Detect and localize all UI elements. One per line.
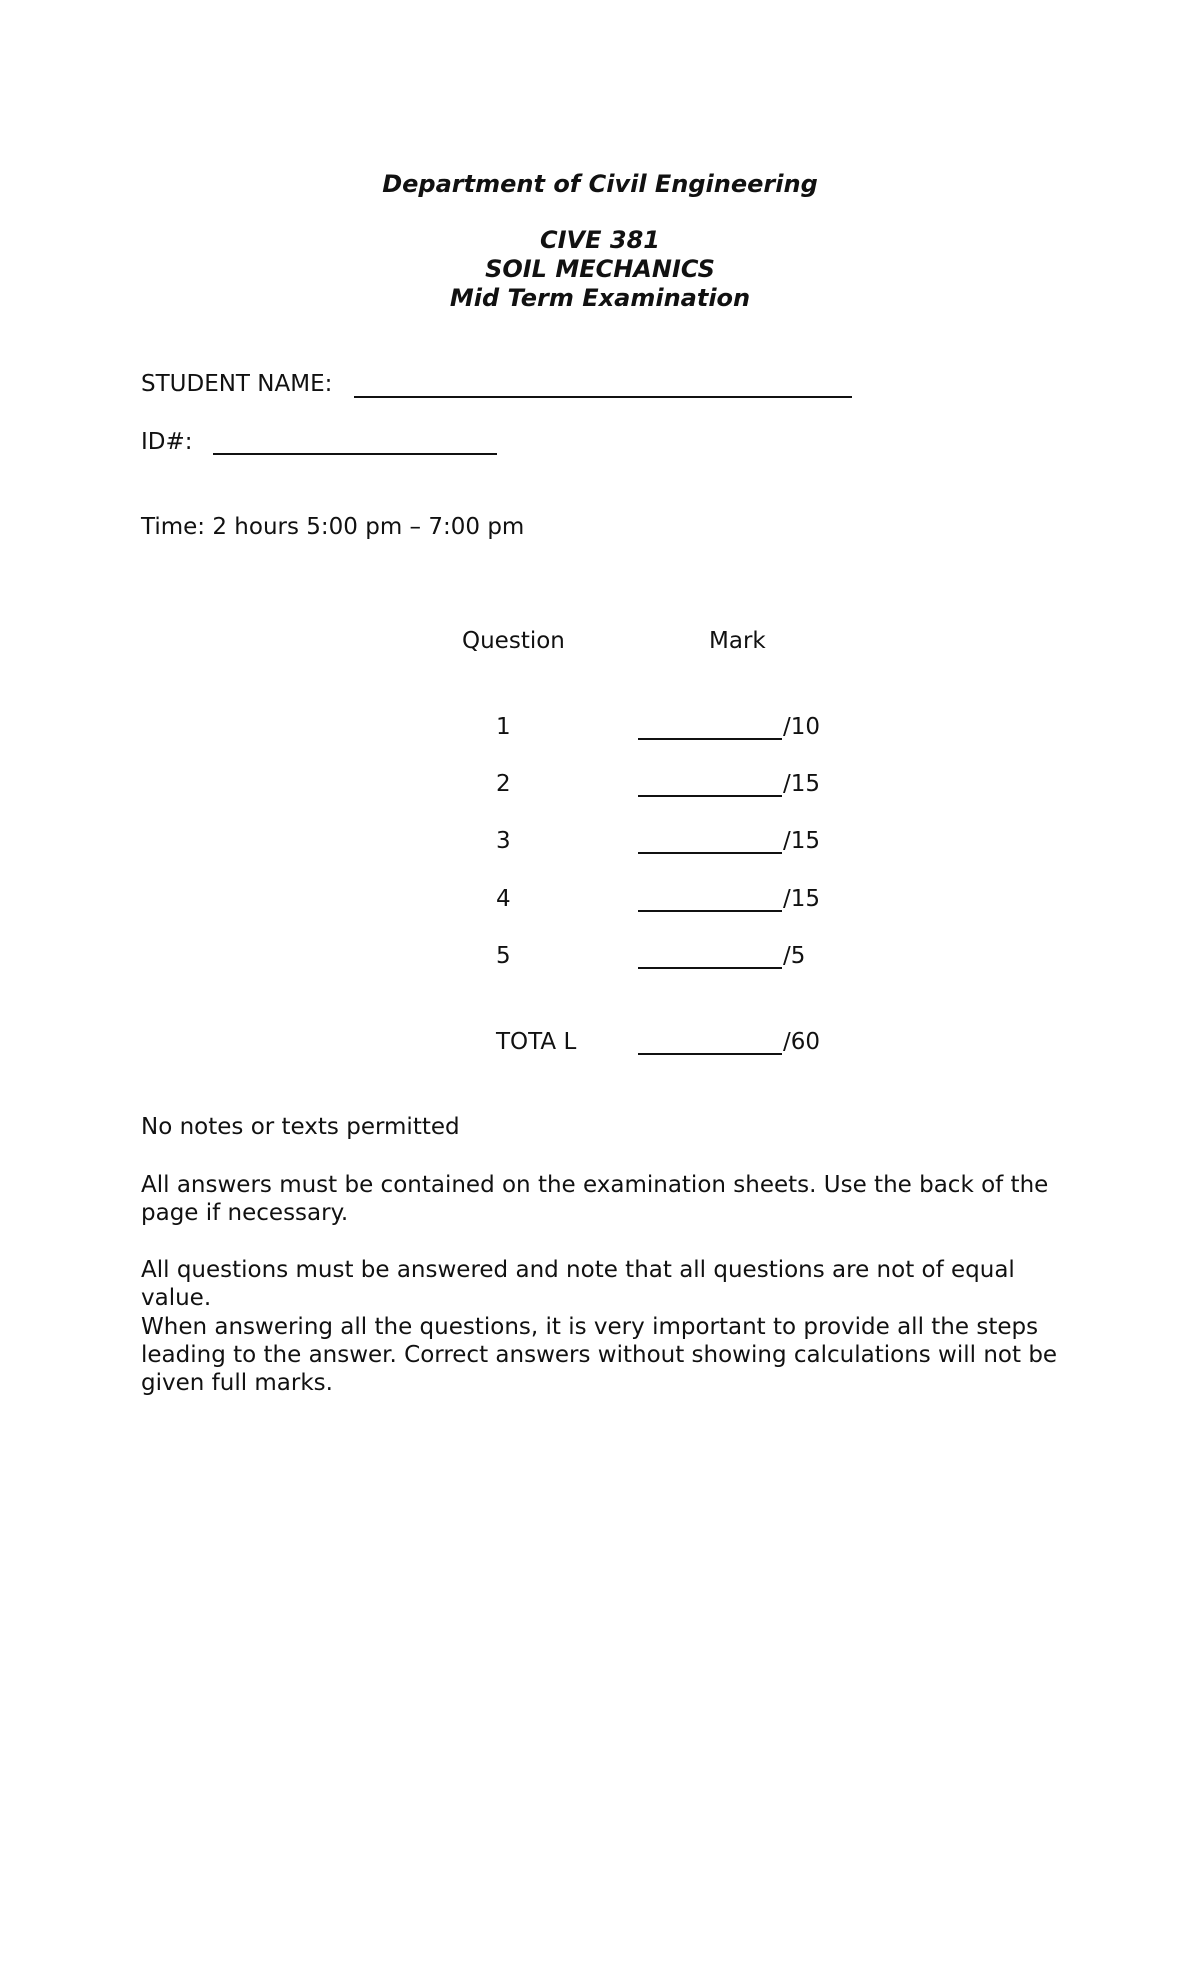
mark-max: /10 [783, 714, 821, 740]
mark-blank[interactable] [638, 910, 782, 912]
question-number: 4 [496, 886, 511, 912]
exam-time: Time: 2 hours 5:00 pm – 7:00 pm [141, 514, 525, 540]
instruction-answers: All answers must be contained on the examination sheets. Use the back of the page if necessary. [141, 1172, 1049, 1226]
mark-blank[interactable] [638, 795, 782, 797]
instruction-questions: All questions must be answered and note that all questions are not of equal value. [141, 1257, 1015, 1311]
course-code: CIVE 381 [540, 226, 660, 254]
total-label: TOTA L [496, 1029, 577, 1055]
department-title: Department of Civil Engineering [382, 170, 818, 198]
mark-max: /15 [783, 828, 821, 854]
mark-blank[interactable] [638, 967, 782, 969]
mark-max: /15 [783, 886, 821, 912]
question-number: 5 [496, 943, 511, 969]
student-name-label: STUDENT NAME: [141, 371, 333, 397]
question-number: 3 [496, 828, 511, 854]
mark-max: /5 [783, 943, 806, 969]
instruction-notes: No notes or texts permitted [141, 1114, 460, 1140]
id-label: ID#: [141, 429, 193, 455]
total-mark-blank[interactable] [638, 1053, 782, 1055]
exam-title: Mid Term Examination [449, 284, 751, 312]
question-number: 2 [496, 771, 511, 797]
question-column-header: Question [462, 628, 565, 654]
mark-blank[interactable] [638, 852, 782, 854]
total-max: /60 [783, 1029, 821, 1055]
question-number: 1 [496, 714, 511, 740]
course-name: SOIL MECHANICS [485, 255, 715, 283]
mark-column-header: Mark [709, 628, 766, 654]
mark-blank[interactable] [638, 738, 782, 740]
mark-max: /15 [783, 771, 821, 797]
instruction-steps: When answering all the questions, it is very important to provide all the steps leading to the answer. Correct answers without showing calculations will not be given full marks. [141, 1314, 1058, 1396]
